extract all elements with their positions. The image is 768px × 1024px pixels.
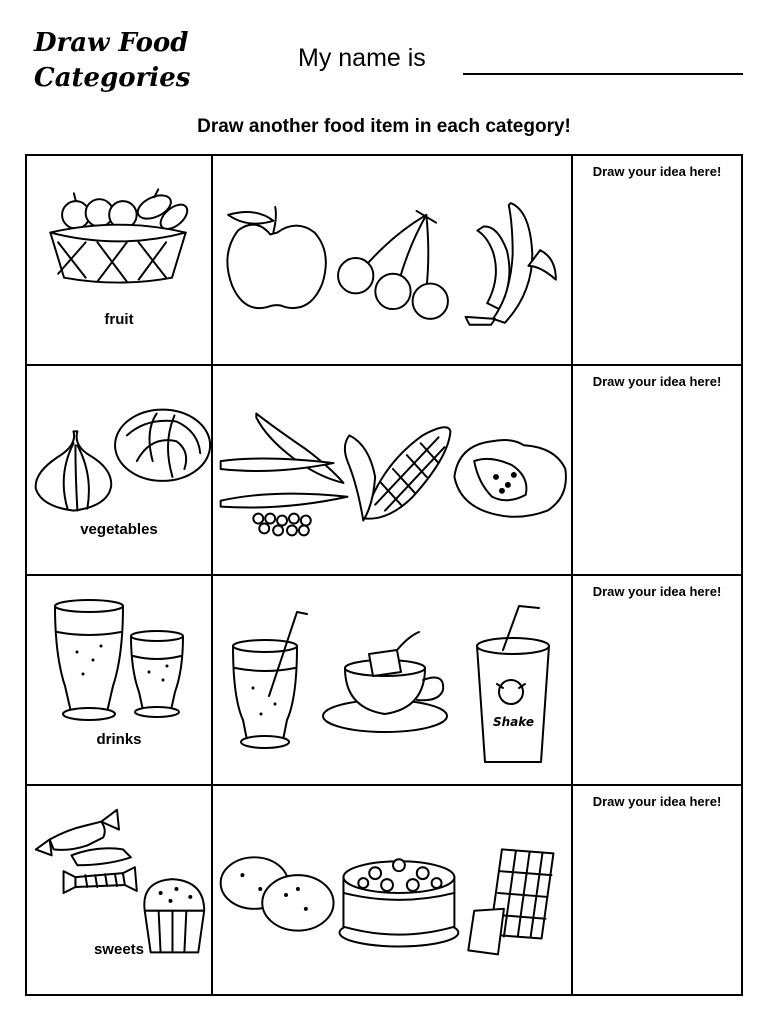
examples-cell-sweets	[212, 785, 572, 995]
candy-icon	[36, 810, 137, 893]
category-cell-sweets	[26, 785, 212, 995]
cherries-icon	[338, 211, 448, 319]
cabbage-icon	[115, 410, 210, 481]
vegetable-examples	[213, 366, 571, 574]
name-prompt: My name is	[298, 44, 426, 72]
category-cell-vegetables	[26, 365, 212, 575]
fruit-basket-icon	[27, 156, 211, 364]
title-line-1: Draw Food	[34, 28, 189, 58]
pumpkin-icon	[454, 440, 566, 517]
category-table	[25, 154, 743, 996]
onion-icon	[36, 431, 112, 510]
category-label-sweets: sweets	[93, 941, 145, 958]
shake-label: Shake	[493, 715, 534, 729]
category-label-vegetables: vegetables	[80, 521, 158, 538]
chocolate-bar-icon	[468, 849, 553, 954]
glass-icon	[55, 600, 123, 720]
page-title	[34, 26, 190, 96]
draw-hint: Draw your idea here!	[592, 374, 722, 389]
banana-icon	[466, 203, 556, 325]
category-cell-fruit	[26, 155, 212, 365]
tea-cup-icon	[323, 632, 447, 732]
drinks-icons	[27, 576, 211, 784]
draw-hint: Draw your idea here!	[592, 164, 722, 179]
category-label-drinks: drinks	[96, 731, 142, 748]
table-row	[26, 785, 742, 995]
draw-hint: Draw your idea here!	[592, 584, 722, 599]
name-blank-line[interactable]	[463, 73, 743, 75]
fruit-examples	[213, 156, 571, 364]
draw-area-vegetables[interactable]	[572, 365, 742, 575]
vegetables-icons	[27, 366, 211, 574]
pea-pod-icon	[221, 414, 348, 536]
category-label-fruit: fruit	[104, 311, 134, 328]
drink-examples	[213, 576, 571, 784]
draw-area-sweets[interactable]	[572, 785, 742, 995]
examples-cell-vegetables	[212, 365, 572, 575]
apple-icon	[227, 207, 325, 308]
sweet-examples	[213, 786, 571, 994]
milkshake-icon	[477, 606, 549, 762]
table-row	[26, 365, 742, 575]
glass-with-straw-icon	[233, 612, 307, 748]
draw-area-fruit[interactable]	[572, 155, 742, 365]
title-line-2: Categories	[34, 63, 191, 93]
examples-cell-drinks	[212, 575, 572, 785]
category-cell-drinks	[26, 575, 212, 785]
draw-area-drinks[interactable]	[572, 575, 742, 785]
instruction-text: Draw another food item in each category!	[197, 116, 571, 137]
table-row	[26, 575, 742, 785]
glass-icon	[131, 631, 183, 717]
corn-icon	[345, 427, 451, 520]
sweets-icons	[27, 786, 211, 994]
cake-icon	[340, 859, 459, 946]
table-row	[26, 155, 742, 365]
draw-hint: Draw your idea here!	[592, 794, 722, 809]
examples-cell-fruit	[212, 155, 572, 365]
cookies-icon	[221, 857, 334, 930]
